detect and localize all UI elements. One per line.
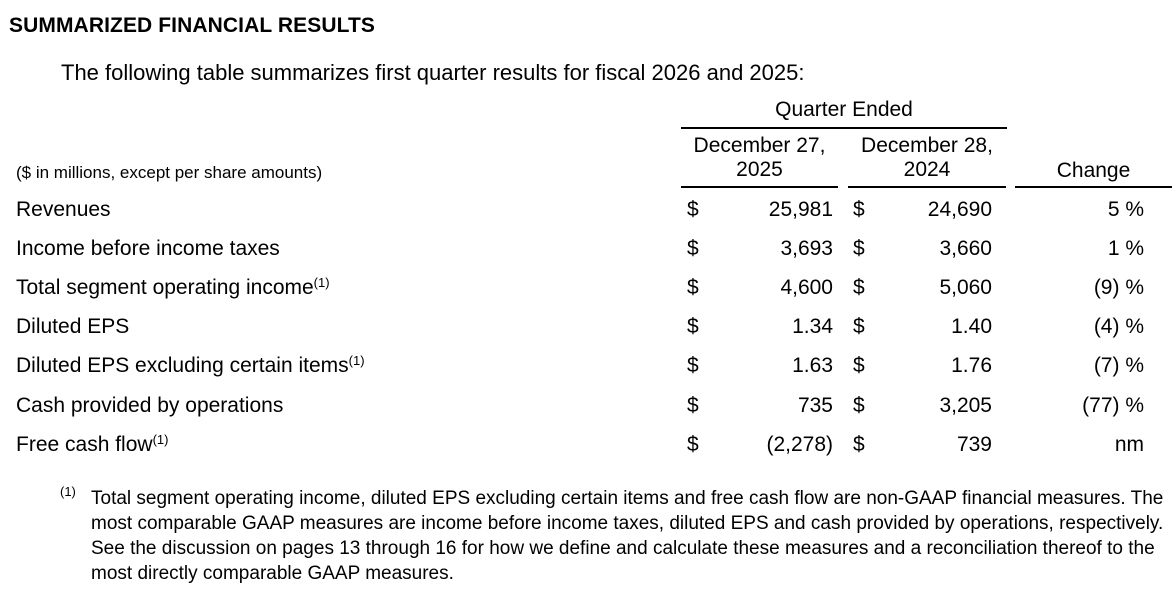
currency-symbol: $ [687,315,699,338]
currency-symbol: $ [687,433,699,456]
column-rule-change [1015,186,1172,188]
footnote-reference: (1) [313,275,330,290]
section-heading: SUMMARIZED FINANCIAL RESULTS [9,14,376,37]
table-row [0,269,1175,308]
value-2025: 3,693 [780,237,833,260]
currency-symbol: $ [853,237,865,260]
column-rule-2025 [681,186,838,188]
change-value: (77) % [1082,394,1144,417]
table-row [0,191,1175,230]
currency-symbol: $ [853,354,865,377]
row-label [16,198,111,222]
table-row [0,426,1175,465]
value-2025: (2,278) [766,433,833,456]
change-value: (7) % [1093,354,1144,377]
column-header-2024-line1: December 28, [861,134,993,157]
change-value: (9) % [1093,276,1144,299]
value-2024: 739 [956,433,992,456]
column-rule-2024 [848,186,1006,188]
currency-symbol: $ [687,394,699,417]
row-label [16,315,129,339]
currency-symbol: $ [687,198,699,221]
value-2024: 5,060 [939,276,992,299]
value-2025: 1.34 [792,315,833,338]
table-row [0,230,1175,269]
table-row [0,387,1175,426]
quarter-ended-header: Quarter Ended [775,98,913,121]
row-label-text: Cash provided by operations [16,394,284,417]
quarter-ended-rule [681,127,1007,129]
column-header-2025-line1: December 27, [693,134,826,157]
column-header-change-label: Change [1056,159,1131,182]
currency-symbol: $ [853,276,865,299]
change-value: (4) % [1093,315,1144,338]
row-label-text: Diluted EPS excluding certain items [16,354,349,377]
table-row [0,308,1175,347]
change-value: 5 % [1107,198,1144,221]
column-header-2024 [848,134,1006,182]
column-header-2025 [681,134,838,182]
row-label [16,433,168,457]
currency-symbol: $ [687,237,699,260]
column-header-2024-line2: 2024 [903,158,951,181]
row-label [16,237,280,261]
value-2025: 4,600 [780,276,833,299]
value-2024: 24,690 [927,198,992,221]
footnote-reference: (1) [348,353,365,368]
currency-symbol: $ [853,433,865,456]
value-2025: 1.63 [792,354,833,377]
column-header-change [1015,159,1172,183]
footnote-text: Total segment operating income, diluted EPS excluding certain items and free cash flow are non-GAAP financial measures. The most comparable GAAP measures are income before income taxes, diluted EPS and cash provided by operations, respectively. See the discussion on pages 13 through 16 for how we define and calculate these measures and a reconciliation thereof to the most directly comparable GAAP measures. [91,488,1164,584]
row-label-text: Revenues [16,198,111,221]
value-2024: 3,660 [939,237,992,260]
row-label-text: Total segment operating income [16,276,314,299]
currency-symbol: $ [853,394,865,417]
value-2025: 25,981 [768,198,833,221]
row-label [16,276,330,300]
change-value: 1 % [1107,237,1144,260]
units-note: ($ in millions, except per share amounts) [16,163,323,182]
footnote-marker: (1) [60,484,76,499]
value-2024: 1.76 [951,354,992,377]
currency-symbol: $ [853,315,865,338]
currency-symbol: $ [687,276,699,299]
intro-text: The following table summarizes first quarter results for fiscal 2026 and 2025: [61,60,805,85]
row-label-text: Income before income taxes [16,237,280,260]
value-2024: 3,205 [939,394,992,417]
value-2025: 735 [797,394,833,417]
row-label [16,354,365,378]
currency-symbol: $ [853,198,865,221]
footnote-reference: (1) [152,432,169,447]
column-header-2025-line2: 2025 [736,158,783,181]
row-label-text: Diluted EPS [16,315,130,338]
row-label-text: Free cash flow [16,433,153,456]
row-label [16,394,283,418]
change-value: nm [1114,433,1144,456]
value-2024: 1.40 [951,315,992,338]
table-row [0,347,1175,386]
currency-symbol: $ [687,354,699,377]
